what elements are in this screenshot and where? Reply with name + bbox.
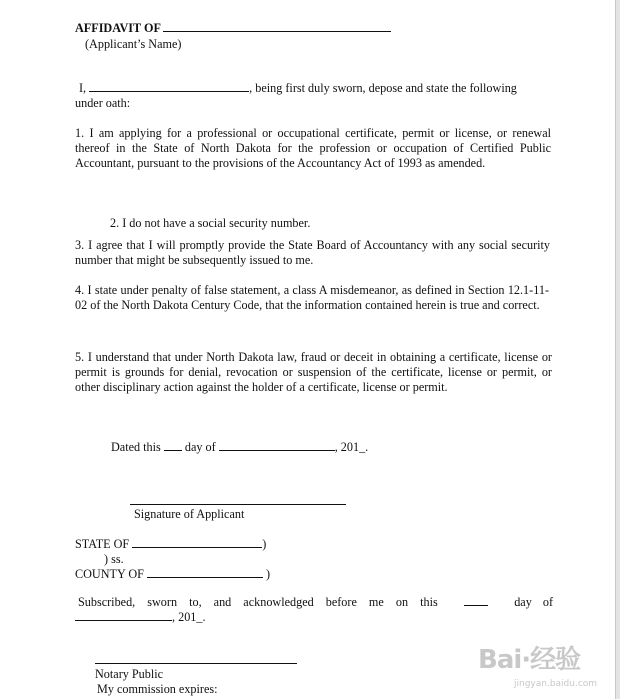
state-name-line xyxy=(132,546,262,548)
intro-line1: I, , being first duly sworn, depose and state the following xyxy=(79,81,517,95)
item-5: 5. I understand that under North Dakota law, fraud or deceit in obtaining a certificate, license or permit is grounds for denial, revocation or suspension of the certificate, license or permit, or other disciplinary action against the holder of a certificate, license or permit. xyxy=(75,350,552,394)
ss-marker: ) ss. xyxy=(104,552,124,566)
subscribed-line: Subscribed, sworn to, and acknowledged before me on this day of xyxy=(78,595,553,609)
page-edge xyxy=(615,0,620,699)
commission-expires-label: My commission expires: xyxy=(97,682,218,696)
county-of-line: COUNTY OF ) xyxy=(75,567,271,581)
state-of-line: STATE OF ) xyxy=(75,537,267,551)
notary-signature-line xyxy=(95,663,297,664)
item-1: 1. I am applying for a professional or occupational certificate, permit or license, or renewal thereof in the State of North Dakota for the profession or occupation of Certified Public Accountant, pursuant to the provisions of the Accountancy Act of 1993 as amended. xyxy=(75,126,551,170)
notary-public-label: Notary Public xyxy=(95,667,164,681)
dated-month-line xyxy=(219,449,335,451)
document-title: AFFIDAVIT OF xyxy=(75,21,391,36)
subscribed-day-line xyxy=(464,604,488,606)
item-3: 3. I agree that I will promptly provide the State Board of Accountancy with any social security number that might be subsequently issued to me. xyxy=(75,238,550,267)
watermark-url: jingyan.baidu.com xyxy=(514,679,598,689)
deponent-name-line xyxy=(89,90,249,92)
baidu-watermark xyxy=(478,639,598,689)
intro-line2: under oath: xyxy=(75,96,131,110)
applicant-name-line xyxy=(163,30,391,32)
county-name-line xyxy=(147,576,263,578)
subscribed-month-line xyxy=(75,619,172,621)
applicant-signature-line xyxy=(130,504,346,505)
signature-caption: Signature of Applicant xyxy=(134,507,245,521)
item-4: 4. I state under penalty of false statement, a class A misdemeanor, as defined in Section 12.1-11-02 of the North Dakota Century Code, that the information contained herein is true and correct. xyxy=(75,283,549,312)
dated-line: Dated this day of , 201_. xyxy=(111,440,369,454)
subscribed-year-line: , 201_. xyxy=(75,610,206,625)
applicant-name-caption: (Applicant’s Name) xyxy=(85,37,182,51)
dated-day-line xyxy=(164,449,182,451)
item-2: 2. I do not have a social security number. xyxy=(110,216,311,230)
watermark-logo: Bai·经验 xyxy=(478,645,581,675)
